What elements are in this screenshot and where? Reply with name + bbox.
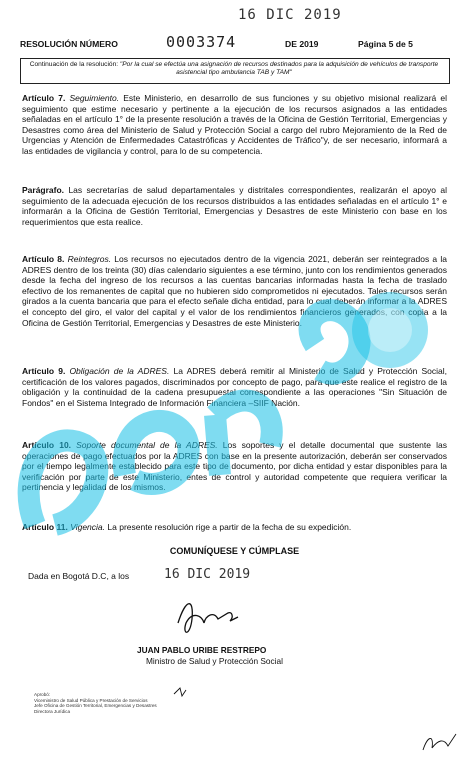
article-heading: Artículo 10. — [22, 440, 72, 450]
article-title: Reintegros. — [67, 254, 112, 264]
article-title: Vigencia. — [70, 522, 106, 532]
article-title: Seguimiento. — [69, 93, 120, 103]
page-indicator: Página 5 de 5 — [358, 39, 413, 49]
resolution-year: DE 2019 — [285, 39, 319, 49]
approvals-block — [34, 692, 157, 714]
article-text: Los recursos no ejecutados dentro de la vigencia 2021, deberán ser reintegrados a la ADRES dentro de los treinta (30) días calendario siguientes a ese término, junto con los rendimientos generados desde la fecha del ingreso de los recursos a las cuentas bancarias informadas hasta la fecha de traslado efectivo de los remanentes de capital que no hubieren sido comprometidos ni ejecutados. Tales recursos serán girados a la cuenta bancaria que para el efecto señale dicha entidad, para lo cual deberán informar a la ADRES el concepto del giro, el valor del capital y el valor de los rendimientos financieros generados, con copia a la Oficina de Gestión Territorial, Emergencias y Desastres de este Ministerio. — [22, 254, 447, 328]
article-heading: Artículo 7. — [22, 93, 66, 103]
article-7 — [22, 93, 447, 157]
closing-formula: COMUNÍQUESE Y CÚMPLASE — [169, 546, 300, 556]
article-title: Soporte documental de la ADRES. — [76, 440, 218, 450]
resolution-label: RESOLUCIÓN NÚMERO — [20, 39, 118, 49]
article-heading: Artículo 8. — [22, 254, 65, 264]
article-heading: Artículo 11. — [22, 522, 68, 532]
date-stamp-top: 16 DIC 2019 — [238, 7, 342, 23]
approval-line: Aprobó: — [34, 692, 51, 697]
paragrafo — [22, 185, 447, 227]
approval-line: Directora Jurídica — [34, 708, 70, 714]
continuation-text — [24, 61, 444, 77]
article-9 — [22, 366, 447, 408]
article-11 — [22, 522, 447, 533]
article-title: Obligación de la ADRES. — [69, 366, 170, 376]
article-heading: Parágrafo. — [22, 185, 65, 195]
article-text: La presente resolución rige a partir de la fecha de su expedición. — [107, 522, 352, 532]
given-at-label: Dada en Bogotá D.C, a los — [28, 571, 130, 581]
given-date-stamp: 16 DIC 2019 — [164, 567, 251, 582]
article-heading: Artículo 9. — [22, 366, 66, 376]
article-text: La ADRES deberá remitir al Ministerio de Salud y Protección Social, certificación de los valores pagados, discriminados por concepto de pago, para que este realice el registro de la obligación y la continuidad de la cadena presupuestal correspondiente a las operaciones "Sin Situación de Fondos" en el Sistema Integrado de Información Financiera –SIIF Nación. — [22, 366, 448, 408]
resolution-header — [20, 33, 450, 52]
article-8 — [22, 254, 447, 328]
article-10 — [22, 440, 447, 493]
article-text: Las secretarías de salud departamentales y distritales correspondientes, realizarán el apoyo al seguimiento de la adecuada ejecución de los recursos distribuidos a las entidades señaladas en el artículo 1° e informarán a la Oficina de Gestión Territorial, Emergencias y Desastres de este Ministerio con base en los requerimientos que esta realice. — [22, 185, 447, 227]
approval-initials — [172, 686, 190, 698]
approval-line: Jefe Oficina de Gestión Territorial, Emergencias y Desastres — [34, 703, 157, 709]
article-text: Los soportes y el detalle documental que sustente las operaciones de pago efectuados por la ADRES con base en la presente autorización, deberán ser conservados por el tiempo legalmente establecido para este tipo de documento, por dicha entidad y estar disponibles para la verificación por parte de este Ministerio, entes de control y autoridad competente que requiera verificar la pertinencia y legalidad de los mismos. — [22, 440, 447, 493]
signer-name: JUAN PABLO URIBE RESTREPO — [137, 645, 267, 655]
signature — [168, 593, 248, 643]
article-text: Este Ministerio, en desarrollo de sus funciones y su objetivo misional realizará el seguimiento que estime necesario y pertinente a la ejecución de los recursos asignados a las entidades señaladas en el artículo 1° de la presente resolución a través de la Oficina de Gestión Territorial, Emergencias y Desastres como área del Ministerio de Salud y Protección Social a cargo del rubro Mejoramiento de la Red de Urgencias y Atención de Enfermedades Catastróficas y Accidentes de Tráfico"y, de ser necesario, informará a las entidades de vigilancia y control, para lo de su competencia. — [22, 93, 448, 156]
resolution-number: 0003374 — [166, 33, 237, 51]
continuation-title: "Por la cual se efectúa una asignación de recursos destinados para la adquisición de vehículos de transporte asistencial tipo ambulancia TAB y TAM" — [119, 61, 439, 77]
approval-line: Viceministro de Salud Pública y Prestación de Servicios — [34, 697, 148, 703]
signer-role: Ministro de Salud y Protección Social — [146, 656, 283, 666]
margin-signature — [420, 730, 460, 755]
continuation-prefix: Continuación de la resolución: — [29, 61, 120, 68]
